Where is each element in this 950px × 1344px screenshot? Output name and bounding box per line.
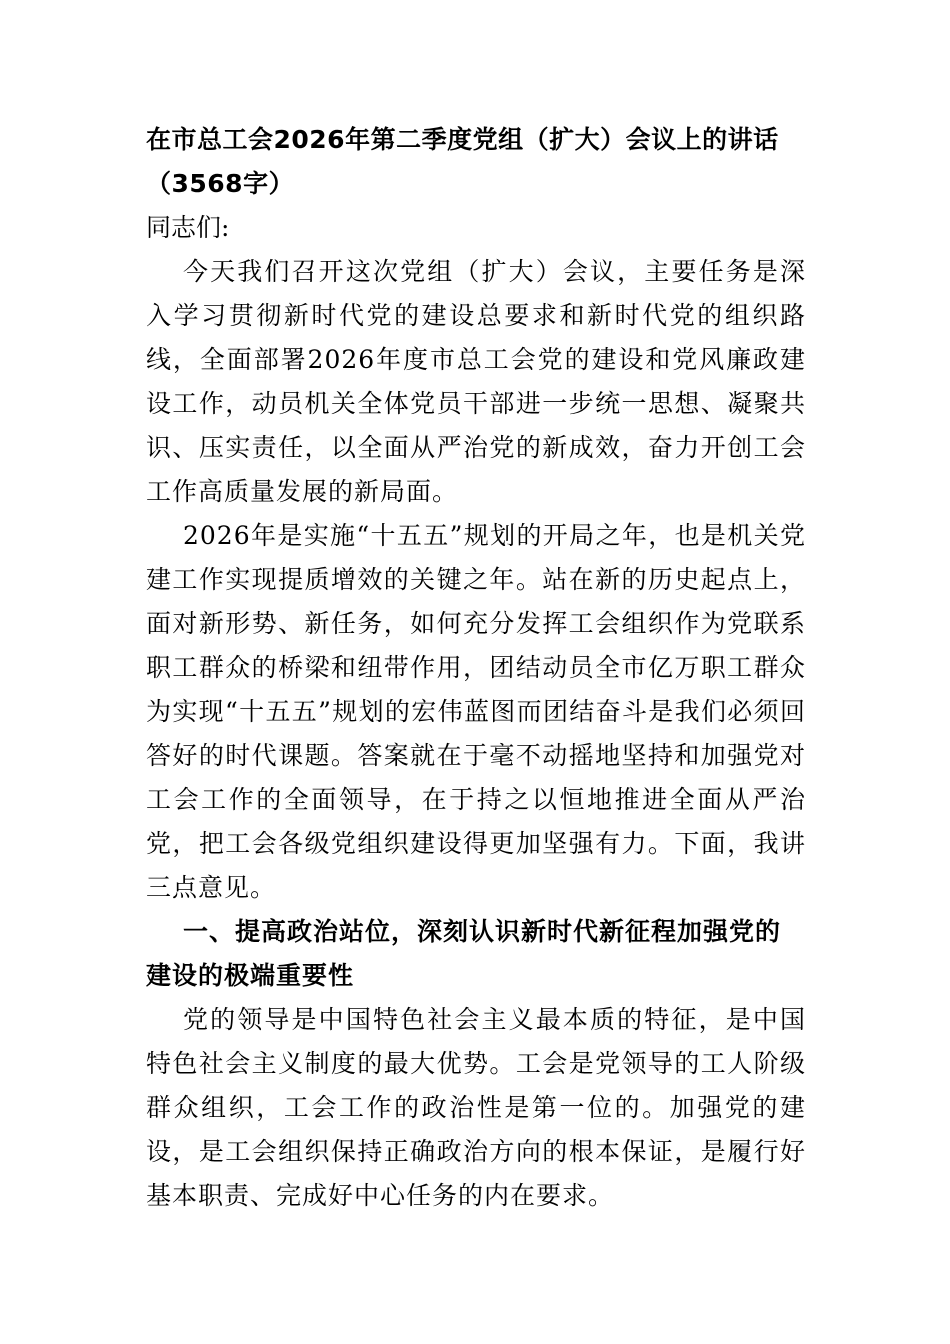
paragraph-context: 2026年是实施“十五五”规划的开局之年，也是机关党建工作实现提质增效的关键之年。站在新的历史起点上，面对新形势、新任务，如何充分发挥工会组织作为党联系职工群众的桥梁和纽带作用，团结动员全市亿万职工群众为实现“十五五”规划的宏伟蓝图而团结奋斗是我们必须回答好的时代课题。答案就在于毫不动摇地坚持和加强党对工会工作的全面领导，在于持之以恒地推进全面从严治党，把工会各级党组织建设得更加坚强有力。下面，我讲三点意见。 bbox=[146, 521, 806, 902]
section-1-paragraph: 党的领导是中国特色社会主义最本质的特征，是中国特色社会主义制度的最大优势。工会是党领导的工人阶级群众组织，工会工作的政治性是第一位的。加强党的建设，是工会组织保持正确政治方向的根本保证，是履行好基本职责、完成好中心任务的内在要求。 bbox=[146, 1005, 806, 1210]
salutation: 同志们: bbox=[146, 213, 230, 242]
paragraph-intro: 今天我们召开这次党组（扩大）会议，主要任务是深入学习贯彻新时代党的建设总要求和新时代党的组织路线，全面部署2026年度市总工会党的建设和党风廉政建设工作，动员机关全体党员干部进一步统一思想、凝聚共识、压实责任，以全面从严治党的新成效，奋力开创工会工作高质量发展的新局面。 bbox=[146, 257, 806, 506]
document-body bbox=[146, 118, 806, 1218]
section-heading-1: 一、提高政治站位，深刻认识新时代新征程加强党的建设的极端重要性 bbox=[146, 917, 782, 990]
document-title: 在市总工会2026年第二季度党组（扩大）会议上的讲话（3568字） bbox=[146, 125, 779, 198]
